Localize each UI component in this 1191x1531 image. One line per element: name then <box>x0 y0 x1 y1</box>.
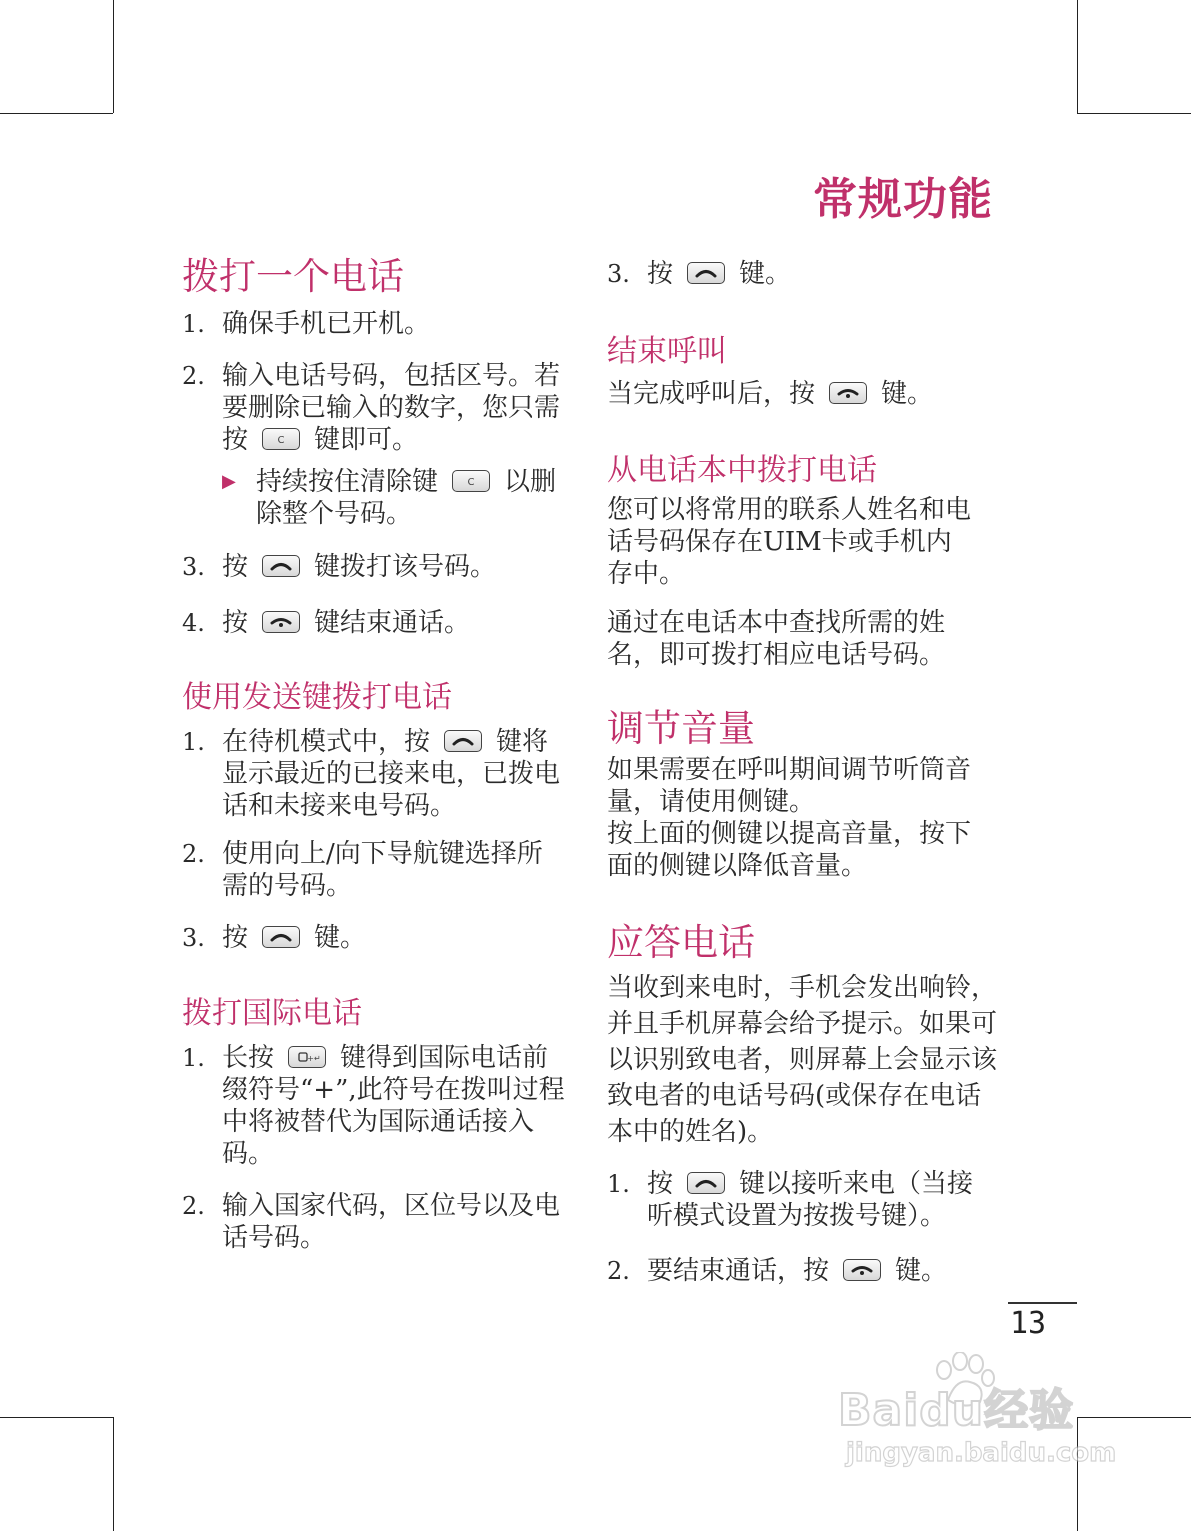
item-text <box>222 551 567 583</box>
item-number: 2. <box>182 1192 205 1220</box>
end-key-icon <box>262 611 300 633</box>
list-item <box>182 551 567 583</box>
crop-mark <box>1077 113 1191 114</box>
zero-plus-key-icon <box>288 1046 326 1068</box>
crop-mark <box>113 1417 114 1531</box>
end-key-icon <box>843 1259 881 1281</box>
item-text-part: 按 <box>647 1169 674 1199</box>
paragraph: 如果需要在呼叫期间调节听筒音量，请使用侧键。 <box>607 755 972 817</box>
send-key-icon <box>262 555 300 577</box>
crop-mark <box>113 0 114 113</box>
list-item <box>182 922 567 954</box>
item-text-part: 键拨打该号码。 <box>314 552 497 582</box>
svg-text:C: C <box>467 477 475 488</box>
item-text-part: 按 <box>222 923 249 953</box>
chapter-title: 常规功能 <box>813 174 993 225</box>
item-text <box>222 607 567 639</box>
bullet-note <box>222 466 567 530</box>
item-text <box>647 1255 997 1287</box>
item-number: 3. <box>182 553 205 581</box>
crop-mark <box>0 1417 113 1418</box>
paragraph: 通过在电话本中查找所需的姓名，即可拨打相应电话号码。 <box>607 608 946 670</box>
list-item <box>182 1042 567 1170</box>
bullet-text <box>256 466 567 530</box>
section-title-international: 拨打国际电话 <box>182 996 362 1031</box>
item-number: 2. <box>182 840 205 868</box>
item-text-part: 要结束通话，按 <box>647 1256 830 1286</box>
item-text-part: 键即可。 <box>314 425 419 455</box>
list-item <box>607 1168 997 1232</box>
list-item <box>182 726 567 822</box>
item-text-part: 按 <box>222 552 249 582</box>
item-text <box>222 726 567 822</box>
item-number: 2. <box>182 362 205 390</box>
item-number: 1. <box>182 728 205 756</box>
list-item <box>607 1255 997 1287</box>
item-number: 3. <box>607 260 630 288</box>
item-text-part: 输入电话号码，包括区号。若要删除已输入的数字，您只需按 <box>222 361 561 455</box>
item-text-part: 键结束通话。 <box>314 608 471 638</box>
svg-text:+↵: +↵ <box>307 1054 321 1063</box>
watermark <box>838 1360 1138 1490</box>
clear-key-icon <box>262 428 300 450</box>
list-item <box>182 360 567 456</box>
item-text-part: 键。 <box>739 259 792 289</box>
list-item <box>182 607 567 639</box>
section-title-answer: 应答电话 <box>607 921 755 964</box>
item-text <box>222 360 567 456</box>
list-item <box>182 1190 567 1254</box>
item-text <box>222 1042 567 1170</box>
item-text: 使用向上/向下导航键选择所需的号码。 <box>222 839 543 901</box>
item-text: 确保手机已开机。 <box>222 309 431 339</box>
section-title-dial-call: 拨打一个电话 <box>182 255 404 298</box>
item-text-part: 按 <box>222 608 249 638</box>
clear-key-icon <box>452 470 490 492</box>
send-key-icon <box>687 262 725 284</box>
item-number: 2. <box>607 1257 630 1285</box>
item-text-part: 键得到国际电话前缀符号“+”,此符号在拨叫过程中将被替代为国际通话接入码。 <box>222 1043 565 1169</box>
send-key-icon <box>687 1172 725 1194</box>
item-number: 1. <box>607 1170 630 1198</box>
paragraph-part: 键。 <box>881 379 934 409</box>
send-key-icon <box>262 926 300 948</box>
item-text-part: 键。 <box>314 923 367 953</box>
paragraph-part: 当完成呼叫后，按 <box>607 379 816 409</box>
send-key-icon <box>444 730 482 752</box>
item-number: 3. <box>182 924 205 952</box>
item-text-part: 键。 <box>895 1256 948 1286</box>
section-title-volume: 调节音量 <box>607 707 755 750</box>
item-text-part: 在待机模式中，按 <box>222 727 431 757</box>
crop-mark <box>0 113 113 114</box>
item-number: 1. <box>182 1044 205 1072</box>
svg-text:C: C <box>277 435 285 446</box>
section-title-end-call: 结束呼叫 <box>607 334 727 369</box>
item-text: 输入国家代码，区位号以及电话号码。 <box>222 1191 561 1253</box>
item-text <box>647 1168 997 1232</box>
paragraph: 您可以将常用的联系人姓名和电话号码保存在UIM卡或手机内存中。 <box>607 495 972 589</box>
page-number-rule <box>1008 1302 1077 1304</box>
section-title-phonebook: 从电话本中拨打电话 <box>607 453 877 488</box>
end-key-icon <box>829 382 867 404</box>
item-text <box>222 922 567 954</box>
item-text-part: 按 <box>647 259 674 289</box>
list-item <box>607 258 997 290</box>
item-text-part: 键将显示最近的已接来电，已拨电话和未接来电号码。 <box>222 727 561 821</box>
watermark-brand: Baidu经验 <box>838 1385 1075 1436</box>
bullet-text-part: 持续按住清除键 <box>256 467 439 497</box>
paragraph: 按上面的侧键以提高音量，按下面的侧键以降低音量。 <box>607 819 972 881</box>
paragraph: 当收到来电时，手机会发出响铃，并且手机屏幕会给予提示。如果可以识别致电者，则屏幕上会显示该致电者的电话号码(或保存在电话本中的姓名)。 <box>607 973 998 1147</box>
item-text-part: 键以接听来电（当接听模式设置为按拨号键）。 <box>647 1169 974 1231</box>
bullet-text-part: 以删除整个号码。 <box>256 467 557 529</box>
page-number: 13 <box>1010 1306 1047 1341</box>
crop-mark <box>1077 0 1078 113</box>
item-number: 4. <box>182 609 205 637</box>
triangle-bullet-icon: ▶ <box>222 471 236 492</box>
paragraph <box>607 378 997 410</box>
item-number: 1. <box>182 310 205 338</box>
watermark-url: jingyan.baidu.com <box>846 1438 1117 1468</box>
item-text <box>647 258 997 290</box>
list-item <box>182 308 567 340</box>
list-item <box>182 838 567 902</box>
section-title-send-key: 使用发送键拨打电话 <box>182 680 452 715</box>
item-text-part: 长按 <box>222 1043 275 1073</box>
